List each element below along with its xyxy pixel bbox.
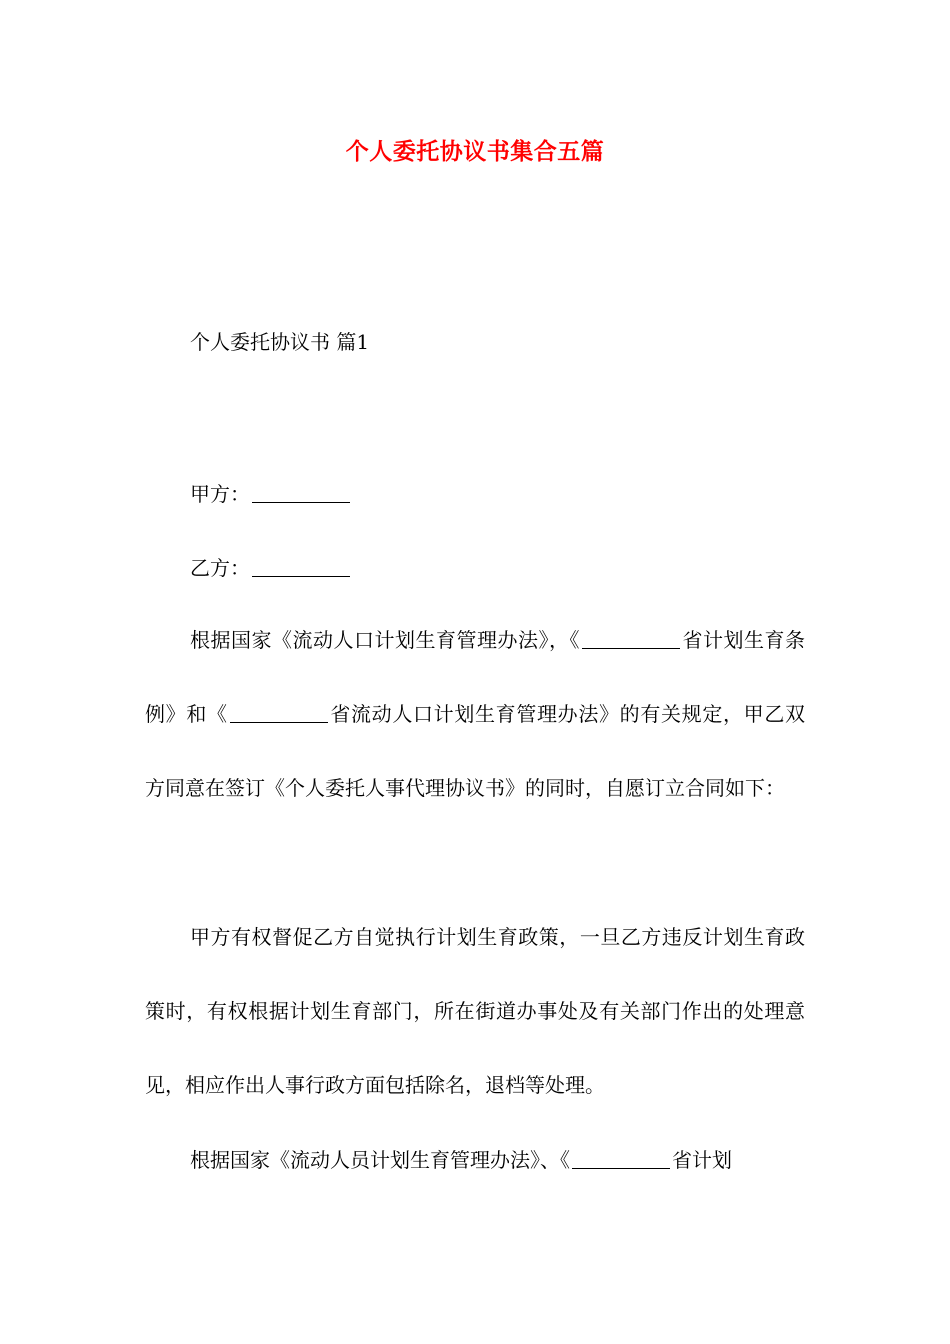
paragraph-text: 省计划生育条例》和《: [145, 628, 805, 726]
paragraph-regulations: [145, 603, 805, 825]
paragraph-text: 根据国家《流动人口计划生育管理办法》，《: [190, 628, 580, 652]
document-title: 个人委托协议书集合五篇: [345, 138, 605, 165]
paragraph-text: 省流动人口计划生育管理办法》的有关规定，甲乙双方同意在签订《个人委托人事代理协议书》的同时，自愿订立合同如下：: [145, 702, 806, 800]
paragraph-regulations-2: [145, 1123, 805, 1197]
paragraph-rights: 甲方有权督促乙方自觉执行计划生育政策，一旦乙方违反计划生育政策时，有权根据计划生育部门，所在街道办事处及有关部门作出的处理意见，相应作出人事行政方面包括除名，退档等处理。: [145, 925, 805, 1097]
party-a-label: 甲方：: [190, 482, 250, 506]
province-blank: [582, 647, 680, 649]
paragraph-text: 根据国家《流动人员计划生育管理办法》、《: [190, 1148, 570, 1172]
province-blank: [572, 1167, 670, 1169]
party-a-blank: [252, 501, 350, 503]
party-b-blank: [252, 575, 350, 577]
party-b-line: [190, 552, 350, 581]
party-b-label: 乙方：: [190, 556, 250, 580]
party-a-line: [190, 478, 350, 507]
section-heading: 个人委托协议书 篇1: [190, 330, 370, 354]
paragraph-text: 省计划: [672, 1148, 732, 1172]
province-blank: [230, 721, 328, 723]
